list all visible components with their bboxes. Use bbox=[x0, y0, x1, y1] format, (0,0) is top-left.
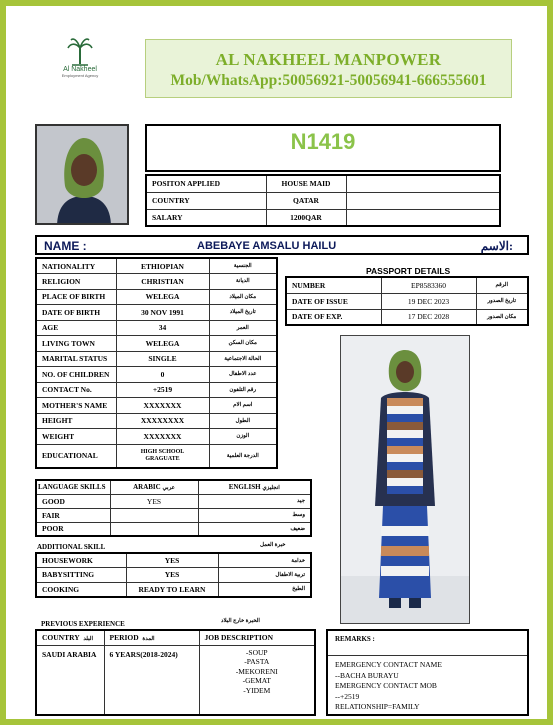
row-label: POOR bbox=[36, 522, 110, 536]
row-label: HEIGHT bbox=[36, 413, 116, 429]
row-label-arabic: خدامة bbox=[218, 553, 311, 568]
table-row bbox=[286, 277, 528, 293]
col-period-label: PERIOD bbox=[109, 633, 139, 643]
table-row bbox=[146, 192, 500, 209]
table-row bbox=[36, 305, 277, 321]
row-value: 0 bbox=[116, 367, 209, 383]
row-value: 17 DEC 2028 bbox=[381, 309, 476, 325]
row-label-arabic: العمر bbox=[209, 320, 277, 336]
row-english-cell bbox=[198, 508, 311, 522]
row-label: EDUCATIONAL bbox=[36, 444, 116, 468]
row-label-arabic: تاريخ الميلاد bbox=[209, 305, 277, 321]
col-country-label: COUNTRY bbox=[42, 633, 80, 643]
job-item: -PASTA bbox=[244, 657, 270, 666]
table-row bbox=[36, 351, 277, 367]
table-row bbox=[36, 444, 277, 468]
table-row bbox=[36, 508, 311, 522]
row-label: LIVING TOWN bbox=[36, 336, 116, 352]
remarks-line: --+2519 bbox=[335, 691, 360, 701]
row-value: 1200QAR bbox=[266, 209, 346, 226]
english-col-label-ar: انجليزي bbox=[262, 485, 280, 492]
job-item: -SOUP bbox=[245, 647, 268, 657]
row-label: DATE OF BIRTH bbox=[36, 305, 116, 321]
table-row bbox=[146, 175, 500, 192]
table-row bbox=[36, 494, 311, 508]
row-empty bbox=[346, 209, 500, 226]
previous-experience-title: PREVIOUS EXPERIENCE bbox=[41, 620, 125, 628]
row-value: 19 DEC 2023 bbox=[381, 293, 476, 309]
additional-skill-title-ar: خبرة العمل bbox=[260, 542, 286, 548]
row-label-arabic: الجنسية bbox=[209, 258, 277, 274]
row-label-arabic: اسم الام bbox=[209, 398, 277, 414]
table-row bbox=[36, 553, 311, 568]
col-country-label-ar: البلد bbox=[83, 636, 93, 643]
language-english-col bbox=[198, 480, 311, 494]
experience-jobs bbox=[199, 645, 315, 715]
row-value: 30 NOV 1991 bbox=[116, 305, 209, 321]
row-label-arabic: الوزن bbox=[209, 429, 277, 445]
col-period-header bbox=[104, 630, 199, 645]
job-item: -GEMAT bbox=[242, 676, 271, 685]
company-logo bbox=[54, 36, 106, 92]
row-label: RELIGION bbox=[36, 274, 116, 290]
experience-period: 6 YEARS(2018-2024) bbox=[104, 645, 199, 715]
row-label: NO. OF CHILDREN bbox=[36, 367, 116, 383]
row-value: SINGLE bbox=[116, 351, 209, 367]
remarks-title: REMARKS : bbox=[335, 635, 375, 643]
row-empty bbox=[346, 175, 500, 192]
row-value: YES bbox=[126, 553, 218, 568]
table-row bbox=[36, 398, 277, 414]
name-label-arabic: الاسم: bbox=[480, 239, 513, 253]
row-label: COUNTRY bbox=[146, 192, 266, 209]
row-label: CONTACT No. bbox=[36, 382, 116, 398]
row-value: ETHIOPIAN bbox=[116, 258, 209, 274]
candidate-name: ABEBAYE AMSALU HAILU bbox=[197, 240, 337, 252]
previous-experience-title-ar: الخبرة خارج البلاد bbox=[221, 618, 260, 624]
company-name: AL NAKHEEL MANPOWER bbox=[215, 50, 442, 69]
row-label: NUMBER bbox=[286, 277, 381, 293]
row-label: POSITON APPLIED bbox=[146, 175, 266, 192]
col-period-label-ar: المدة bbox=[142, 636, 155, 643]
col-country-header bbox=[36, 630, 104, 645]
headshot-photo bbox=[35, 124, 129, 225]
additional-skill-title: ADDITIONAL SKILL bbox=[37, 543, 106, 551]
additional-skill-table bbox=[35, 552, 312, 598]
table-row bbox=[36, 258, 277, 274]
candidate-code: N1419 bbox=[290, 129, 356, 154]
row-label-arabic: ضعيف bbox=[290, 525, 305, 532]
row-label: WEIGHT bbox=[36, 429, 116, 445]
row-label: MARITAL STATUS bbox=[36, 351, 116, 367]
row-arabic-value: YES bbox=[110, 494, 198, 508]
remarks-line: EMERGENCY CONTACT NAME bbox=[335, 660, 442, 669]
table-row bbox=[286, 309, 528, 325]
table-row bbox=[36, 367, 277, 383]
row-label-arabic: تربية الاطفال bbox=[218, 568, 311, 583]
row-label-arabic: رقم التلفون bbox=[209, 382, 277, 398]
table-row bbox=[36, 645, 315, 715]
previous-experience-table bbox=[35, 629, 316, 716]
palm-tree-icon bbox=[67, 36, 93, 66]
row-value: READY TO LEARN bbox=[126, 582, 218, 597]
row-value: XXXXXXX bbox=[116, 398, 209, 414]
name-bar bbox=[35, 235, 529, 255]
candidate-code-box bbox=[145, 124, 501, 172]
col-job-header: JOB DESCRIPTION bbox=[199, 630, 315, 645]
language-header: LANGUAGE SKILLS bbox=[36, 480, 110, 494]
passport-title: PASSPORT DETAILS bbox=[366, 266, 451, 276]
row-value: 34 bbox=[116, 320, 209, 336]
row-label-arabic: تاريخ الصدور bbox=[476, 293, 528, 309]
row-arabic-value bbox=[110, 508, 198, 522]
row-label: DATE OF EXP. bbox=[286, 309, 381, 325]
language-arabic-col bbox=[110, 480, 198, 494]
table-row bbox=[146, 209, 500, 226]
remarks-line: RELATIONSHIP=FAMILY bbox=[335, 702, 420, 711]
row-label-arabic: وسط bbox=[292, 512, 305, 518]
row-value: HOUSE MAID bbox=[266, 175, 346, 192]
row-english-cell bbox=[198, 494, 311, 508]
table-row bbox=[36, 522, 311, 536]
remarks-divider bbox=[328, 655, 527, 656]
row-value: XXXXXXXX bbox=[116, 413, 209, 429]
remarks-line: EMERGENCY CONTACT MOB bbox=[335, 681, 437, 690]
row-label-arabic: عدد الاطفال bbox=[209, 367, 277, 383]
row-label-arabic: جيد bbox=[297, 498, 305, 504]
remarks-body bbox=[335, 660, 442, 713]
row-arabic-value bbox=[110, 522, 198, 536]
row-empty bbox=[346, 192, 500, 209]
row-label: HOUSEWORK bbox=[36, 553, 126, 568]
row-label-arabic: مكان السكن bbox=[209, 336, 277, 352]
row-value: EP8583360 bbox=[381, 277, 476, 293]
logo-tagline: Employment Agency bbox=[61, 73, 99, 78]
row-value: XXXXXXX bbox=[116, 429, 209, 445]
row-label: NATIONALITY bbox=[36, 258, 116, 274]
company-contact: Mob/WhatsApp:50056921-50056941-666555601 bbox=[170, 72, 487, 89]
experience-country: SAUDI ARABIA bbox=[36, 645, 104, 715]
row-value: +2519 bbox=[116, 382, 209, 398]
job-item: -MEKORENI bbox=[235, 666, 278, 676]
row-label-arabic: الطول bbox=[209, 413, 277, 429]
row-value: WELEGA bbox=[116, 289, 209, 305]
row-label: BABYSITTING bbox=[36, 568, 126, 583]
arabic-col-label-ar: عربي bbox=[162, 485, 175, 492]
row-label: MOTHER'S NAME bbox=[36, 398, 116, 414]
remarks-box bbox=[326, 629, 529, 716]
row-value: HIGH SCHOOL GRAGUATE bbox=[116, 444, 209, 468]
passport-table bbox=[285, 276, 529, 326]
row-label: AGE bbox=[36, 320, 116, 336]
table-row bbox=[36, 413, 277, 429]
row-label-arabic: الدرجة العلمية bbox=[209, 444, 277, 468]
company-header bbox=[145, 39, 512, 98]
remarks-line: --BACHA BURAYU bbox=[335, 670, 399, 680]
row-label-arabic: الرقم bbox=[476, 277, 528, 293]
table-row bbox=[36, 320, 277, 336]
full-body-photo bbox=[340, 335, 470, 624]
row-label: PLACE OF BIRTH bbox=[36, 289, 116, 305]
row-english-cell bbox=[198, 522, 311, 536]
row-value: YES bbox=[126, 568, 218, 583]
position-table bbox=[145, 174, 501, 227]
table-row bbox=[36, 336, 277, 352]
table-row bbox=[36, 274, 277, 290]
row-label-arabic: الديانة bbox=[209, 274, 277, 290]
name-label: NAME : bbox=[44, 239, 87, 253]
table-row bbox=[36, 429, 277, 445]
row-label-arabic: مكان الصدور bbox=[476, 309, 528, 325]
row-label: SALARY bbox=[146, 209, 266, 226]
row-value: QATAR bbox=[266, 192, 346, 209]
row-value: CHRISTIAN bbox=[116, 274, 209, 290]
row-label: COOKING bbox=[36, 582, 126, 597]
table-row bbox=[36, 289, 277, 305]
row-label-arabic: مكان الميلاد bbox=[209, 289, 277, 305]
english-col-label: ENGLISH bbox=[228, 483, 261, 492]
table-row bbox=[36, 568, 311, 583]
row-label: FAIR bbox=[36, 508, 110, 522]
personal-details-table bbox=[35, 257, 278, 469]
row-value: WELEGA bbox=[116, 336, 209, 352]
logo-name: Al Nakheel bbox=[63, 66, 97, 73]
row-label-arabic: الحالة الاجتماعية bbox=[209, 351, 277, 367]
table-row bbox=[36, 630, 315, 645]
job-item: -YIDEM bbox=[243, 685, 271, 695]
table-row bbox=[286, 293, 528, 309]
table-row bbox=[36, 480, 311, 494]
table-row bbox=[36, 382, 277, 398]
table-row bbox=[36, 582, 311, 597]
row-label: GOOD bbox=[36, 494, 110, 508]
row-label-arabic: الطبخ bbox=[218, 582, 311, 597]
row-label: DATE OF ISSUE bbox=[286, 293, 381, 309]
language-skills-table bbox=[35, 479, 312, 537]
arabic-col-label: ARABIC bbox=[133, 483, 161, 492]
